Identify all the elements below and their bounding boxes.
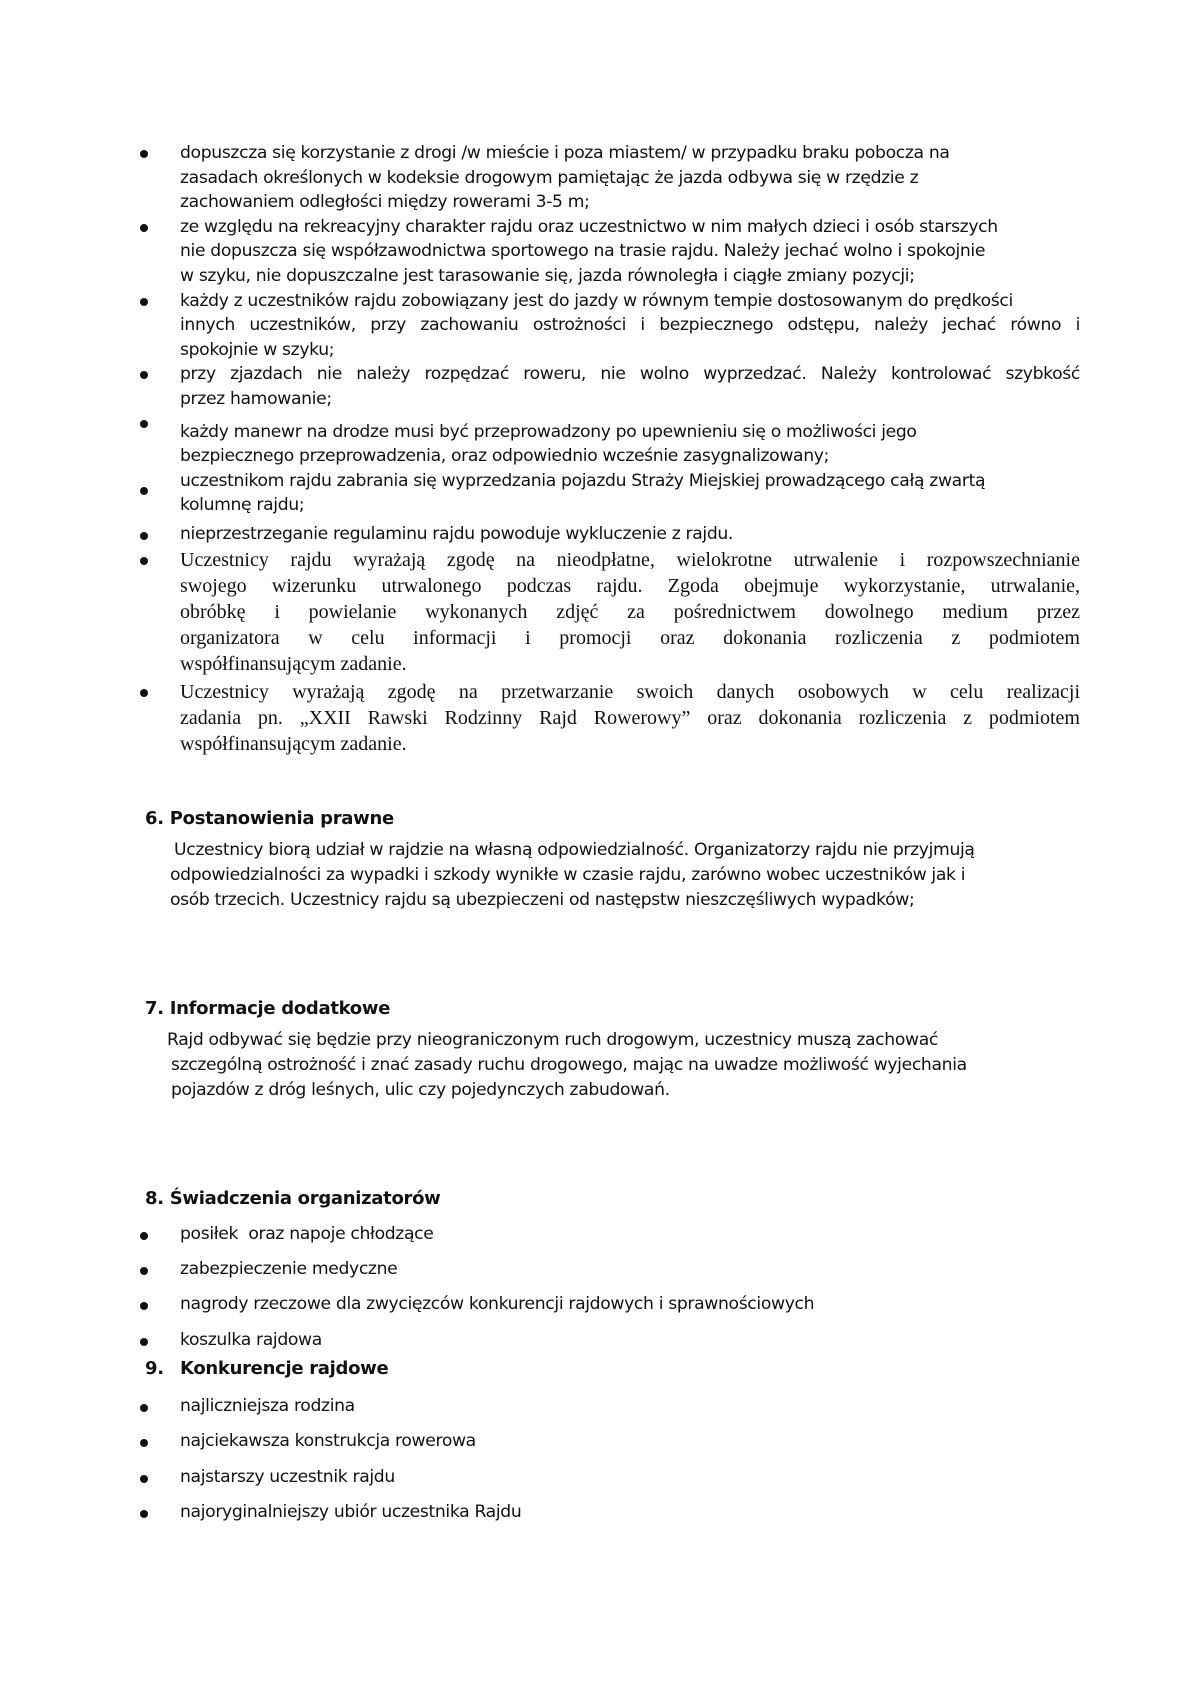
bullet-icon: [140, 487, 148, 495]
bullet-icon: [140, 150, 148, 158]
list-item: dopuszcza się korzystanie z drogi /w mieście i poza miastem/ w przypadku braku pobocza na zasadach określonych w kodeksie drogowym pamiętając że jazda odbywa się w rzędzie z zachowaniem odległości między rowerami 3-5 m;: [140, 141, 1080, 215]
bullet-icon: [140, 420, 148, 428]
list-item: każdy z uczestników rajdu zobowiązany jest do jazdy w równym tempie dostosowanym do prędkości innych uczestników, przy zachowaniu ostrożności i bezpiecznego odstępu, należy jechać równo i spokojnie w szyku;: [140, 289, 1080, 363]
section-title: Konkurencje rajdowe: [180, 1358, 389, 1379]
list-item: najliczniejsza rodzina: [140, 1394, 355, 1418]
bullet-icon: [140, 532, 148, 540]
list-item: Uczestnicy wyrażają zgodę na przetwarzanie swoich danych osobowych w celu realizacji zadania pn. „XXII Rawski Rodzinny Rajd Rowerowy” oraz dokonania rozliczenia z podmiotem współfinansującym zadanie.: [140, 679, 1080, 757]
bullet-icon: [140, 689, 148, 697]
bullet-icon: [140, 224, 148, 232]
bullet-icon: [140, 1338, 148, 1346]
list-item: przy zjazdach nie należy rozpędzać roweru, nie wolno wyprzedzać. Należy kontrolować szybkość przez hamowanie;: [140, 362, 1080, 411]
section-heading: 8. Świadczenia organizatorów: [145, 1188, 441, 1209]
rules-list: [140, 141, 1080, 547]
list-item: Uczestnicy rajdu wyrażają zgodę na nieodpłatne, wielokrotne utrwalenie i rozpowszechnianie swojego wizerunku utrwalonego podczas rajdu. Zgoda obejmuje wykorzystanie, utrwalanie, obróbkę i powielanie wykonanych zdjęć za pośrednictwem dowolnego medium przez organizatora w celu informacji i promocji oraz dokonania rozliczenia z podmiotem współfinansującym zadanie.: [140, 547, 1080, 677]
section-heading: [145, 1358, 388, 1379]
section-paragraph: Rajd odbywać się będzie przy nieograniczonym ruch drogowym, uczestnicy muszą zachować szczególną ostrożność i znać zasady ruchu drogowego, mając na uwadze możliwość wyjechania pojazdów z dróg leśnych, ulic czy pojedynczych zabudowań.: [167, 1030, 967, 1100]
bullet-icon: [140, 298, 148, 306]
consent-list: [140, 547, 1080, 757]
bullet-icon: [140, 1232, 148, 1240]
list-item: uczestnikom rajdu zabrania się wyprzedzania pojazdu Straży Miejskiej prowadzącego całą zwartą kolumnę rajdu;: [140, 469, 1080, 518]
list-item: posiłek oraz napoje chłodzące: [140, 1222, 434, 1246]
section-heading: 6. Postanowienia prawne: [145, 808, 394, 829]
bullet-icon: [140, 1267, 148, 1275]
list-item: nieprzestrzeganie regulaminu rajdu powoduje wykluczenie z rajdu.: [140, 522, 1080, 547]
bullet-icon: [140, 1404, 148, 1412]
bullet-icon: [140, 1510, 148, 1518]
list-item: koszulka rajdowa: [140, 1328, 322, 1352]
list-item: każdy manewr na drodze musi być przeprowadzony po upewnieniu się o możliwości jego bezpiecznego przeprowadzenia, oraz odpowiednio wcześnie zasygnalizowany;: [140, 420, 1080, 469]
bullet-icon: [140, 371, 148, 379]
section-heading: 7. Informacje dodatkowe: [145, 998, 391, 1019]
list-item: najstarszy uczestnik rajdu: [140, 1465, 395, 1489]
bullet-icon: [140, 1439, 148, 1447]
list-item: najoryginalniejszy ubiór uczestnika Rajdu: [140, 1500, 521, 1524]
bullet-icon: [140, 1302, 148, 1310]
section-paragraph: Uczestnicy biorą udział w rajdzie na własną odpowiedzialność. Organizatorzy rajdu nie przyjmują odpowiedzialności za wypadki i szkody wynikłe w czasie rajdu, zarówno wobec uczestników jak i osób trzecich. Uczestnicy rajdu są ubezpieczeni od następstw nieszczęśliwych wypadków;: [170, 840, 975, 910]
bullet-icon: [140, 1475, 148, 1483]
list-item: ze względu na rekreacyjny charakter rajdu oraz uczestnictwo w nim małych dzieci i osób starszych nie dopuszcza się współzawodnictwa sportowego na trasie rajdu. Należy jechać wolno i spokojnie w szyku, nie dopuszczalne jest tarasowanie się, jazda równoległa i ciągłe zmiany pozycji;: [140, 215, 1080, 289]
section-number: 9.: [145, 1358, 164, 1379]
list-item: nagrody rzeczowe dla zwycięzców konkurencji rajdowych i sprawnościowych: [140, 1292, 814, 1316]
list-item: najciekawsza konstrukcja rowerowa: [140, 1429, 476, 1453]
bullet-icon: [140, 557, 148, 565]
list-item: zabezpieczenie medyczne: [140, 1257, 397, 1281]
